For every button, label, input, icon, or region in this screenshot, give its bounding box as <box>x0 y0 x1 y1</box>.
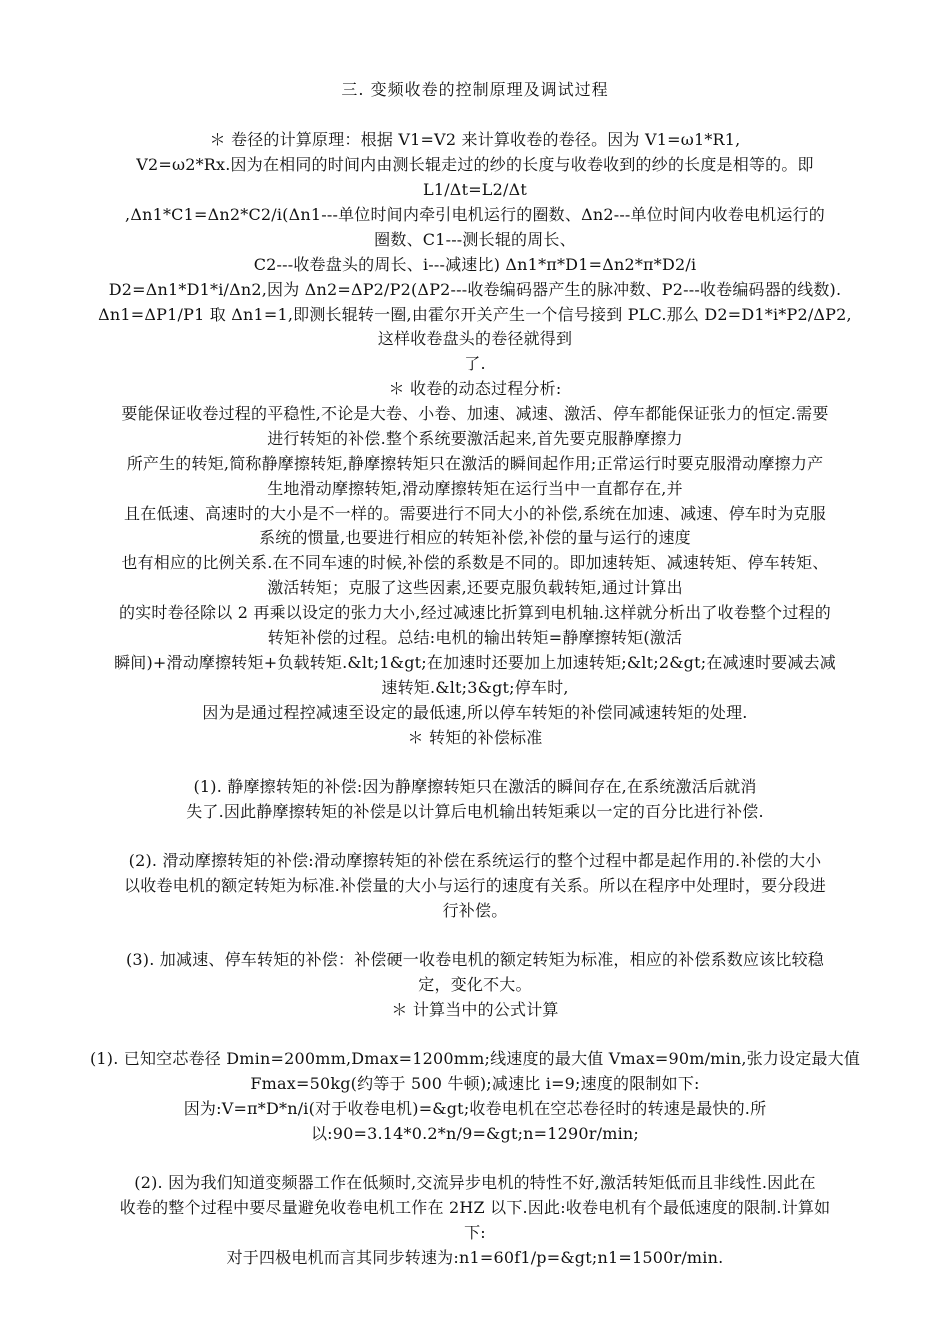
text-line: (2). 滑动摩擦转矩的补偿:滑动摩擦转矩的补偿在系统运行的整个过程中都是起作用的.补偿的大小 <box>128 851 822 870</box>
text-line: ＊ 卷径的计算原理：根据 V1=V2 来计算收卷的卷径。因为 V1=ω1*R1, <box>209 130 741 149</box>
section-heading: ＊ 收卷的动态过程分析: <box>388 379 562 398</box>
text-line: 激活转矩；克服了这些因素,还要克服负载转矩,通过计算出 <box>267 578 683 597</box>
text-line: 瞬间)+滑动摩擦转矩+负载转矩.&lt;1&gt;在加速时还要加上加速转矩;&lt;2&gt;在减速时要减去减 <box>114 653 836 672</box>
text-line: 系统的惯量,也要进行相应的转矩补偿,补偿的量与运行的速度 <box>259 528 691 547</box>
text-line: 对于四极电机而言其同步转速为:n1=60f1/p=&gt;n1=1500r/min. <box>226 1248 724 1267</box>
text-line: Fmax=50kg(约等于 500 牛顿);减速比 i=9;速度的限制如下: <box>250 1074 700 1093</box>
section-heading: ＊ 转矩的补偿标准 <box>407 728 543 747</box>
text-line: ,Δn1*C1=Δn2*C2/i(Δn1---单位时间内牵引电机运行的圈数、Δn2---单位时间内收卷电机运行的 <box>125 205 825 224</box>
text-line: 因为:V=π*D*n/i(对于收卷电机)=&gt;收卷电机在空芯卷径时的转速是最快的.所 <box>183 1099 767 1118</box>
text-line: 生地滑动摩擦转矩,滑动摩擦转矩在运行当中一直都存在,并 <box>267 479 683 498</box>
text-line: 所产生的转矩,简称静摩擦转矩,静摩擦转矩只在激活的瞬间起作用;正常运行时要克服滑动摩擦力产 <box>126 454 824 473</box>
text-line: V2=ω2*Rx.因为在相同的时间内由测长辊走过的纱的长度与收卷收到的纱的长度是相等的。即 <box>136 155 814 174</box>
text-line: L1/Δt=L2/Δt <box>423 180 527 199</box>
text-line: 要能保证收卷过程的平稳性,不论是大卷、小卷、加速、减速、激活、停车都能保证张力的恒定.需要 <box>121 404 829 423</box>
text-line: 这样收卷盘头的卷径就得到 <box>377 329 573 348</box>
text-line: D2=Δn1*D1*i/Δn2,因为 Δn2=ΔP2/P2(ΔP2---收卷编码器产生的脉冲数、P2---收卷编码器的线数). <box>108 280 842 299</box>
text-line: (1). 静摩擦转矩的补偿:因为静摩擦转矩只在激活的瞬间存在,在系统激活后就消 <box>193 777 757 796</box>
text-line: 速转矩.&lt;3&gt;停车时, <box>381 678 569 697</box>
text-line: 失了.因此静摩擦转矩的补偿是以计算后电机输出转矩乘以一定的百分比进行补偿. <box>186 802 764 821</box>
text-line: C2---收卷盘头的周长、i---减速比) Δn1*π*D1=Δn2*π*D2/i <box>253 255 697 274</box>
text-line: 圈数、C1---测长辊的周长、 <box>374 230 576 249</box>
text-line: 进行转矩的补偿.整个系统要激活起来,首先要克服静摩擦力 <box>267 429 683 448</box>
document-title: 三. 变频收卷的控制原理及调试过程 <box>341 80 609 99</box>
text-line: (1). 已知空芯卷径 Dmin=200mm,Dmax=1200mm;线速度的最大值 Vmax=90m/min,张力设定最大值 <box>89 1049 861 1068</box>
text-line: 下: <box>464 1223 486 1242</box>
text-line: (3). 加减速、停车转矩的补偿：补偿硬一收卷电机的额定转矩为标准，相应的补偿系数应该比较稳 <box>125 950 825 969</box>
text-line: 以收卷电机的额定转矩为标准.补偿量的大小与运行的速度有关系。所以在程序中处理时，要分段进 <box>124 876 826 895</box>
text-line: 转矩补偿的过程。总结:电机的输出转矩=静摩擦转矩(激活 <box>267 628 683 647</box>
text-line: 以:90=3.14*0.2*n/9=&gt;n=1290r/min; <box>310 1124 640 1143</box>
text-line: 的实时卷径除以 2 再乘以设定的张力大小,经过减速比折算到电机轴.这样就分析出了收卷整个过程的 <box>119 603 831 622</box>
text-line: (2). 因为我们知道变频器工作在低频时,交流异步电机的特性不好,激活转矩低而且非线性.因此在 <box>134 1173 816 1192</box>
section-heading: ＊ 计算当中的公式计算 <box>391 1000 559 1019</box>
text-line: 且在低速、高速时的大小是不一样的。需要进行不同大小的补偿,系统在加速、减速、停车时为克服 <box>124 504 826 523</box>
text-line: 因为是通过程控减速至设定的最低速,所以停车转矩的补偿同减速转矩的处理. <box>202 703 748 722</box>
text-line: 了. <box>464 354 486 373</box>
text-line: 行补偿。 <box>442 901 508 920</box>
text-line: 也有相应的比例关系.在不同车速的时候,补偿的系数是不同的。即加速转矩、减速转矩、停车转矩、 <box>121 553 829 572</box>
text-line: 收卷的整个过程中要尽量避免收卷电机工作在 2HZ 以下.因此:收卷电机有个最低速度的限制.计算如 <box>119 1198 831 1217</box>
text-line: 定，变化不大。 <box>418 975 532 994</box>
text-line: Δn1=ΔP1/P1 取 Δn1=1,即测长辊转一圈,由霍尔开关产生一个信号接到 PLC.那么 D2=D1*i*P2/ΔP2, <box>98 305 852 324</box>
